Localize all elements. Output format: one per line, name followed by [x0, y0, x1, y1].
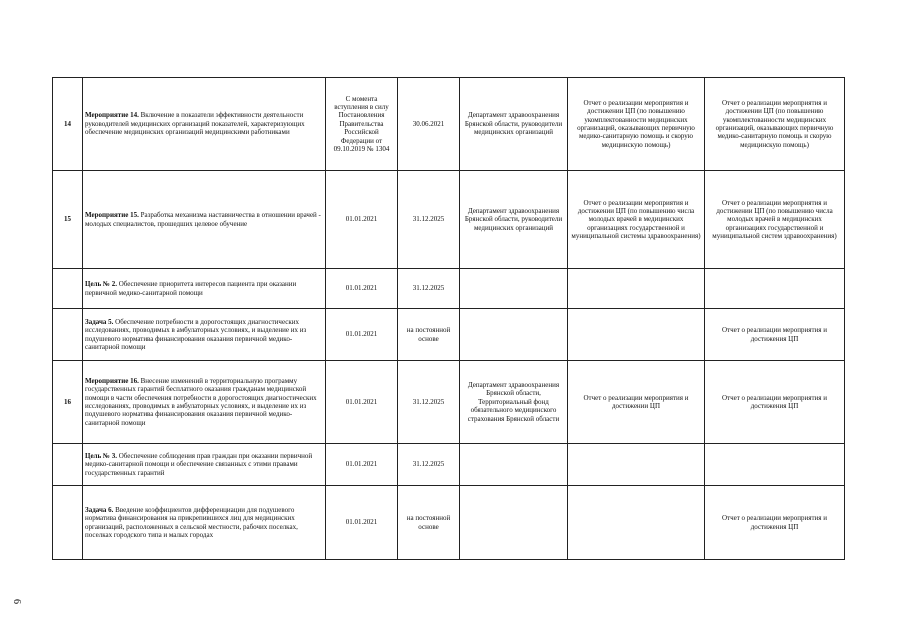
- start-date: 01.01.2021: [326, 444, 398, 486]
- task-description: Введение коэффициентов дифференциации для подушевого норматива финансирования на прикрепившихся лиц для медицинских организаций, расположенных в сельской местности, рабочих поселках, поселках городского типа и малых городах: [85, 505, 298, 539]
- end-date: 30.06.2021: [398, 78, 460, 171]
- executor: Департамент здравоохранения Брянской области, руководители медицинских организаций: [460, 78, 568, 171]
- task-description: Обеспечение потребности в дорогостоящих диагностических исследованиях, проводимых в амбулаторных условиях, и выделение их из подушевого норматива финансирования оказания первичной медико-санитарной помощи: [85, 317, 307, 351]
- table-row: [53, 78, 845, 171]
- start-date: С момента вступления в силу Постановления Правительства Российской Федерации от 09.10.2019 № 1304: [326, 78, 398, 171]
- goal-description: Обеспечение соблюдения прав граждан при оказании первичной медико-санитарной помощи и обеспечение связанных с этими правами государственных гарантий: [85, 451, 313, 477]
- control-form: Отчет о реализации мероприятия и достижении ЦП (по повышению укомплектованности медицинских организаций, оказывающих первичную медико-санитарную помощь и скорую медицинскую помощь): [705, 78, 845, 171]
- end-date: 31.12.2025: [398, 444, 460, 486]
- start-date: 01.01.2021: [326, 171, 398, 269]
- activity-text: [83, 78, 326, 171]
- activity-description: Внесение изменений в территориальную программу государственных гарантий бесплатного оказания гражданам медицинской помощи в части обеспечения потребности в дорогостоящих диагностических исследованиях, проводимых в амбулаторных условиях, и выделение их из подушевого норматива финансирования оказания первичной медико-санитарной помощи: [85, 376, 317, 427]
- plan-table: [52, 77, 845, 560]
- table-body: [53, 78, 845, 560]
- result: Отчет о реализации мероприятия и достижении ЦП (по повышению числа молодых врачей в медицинских организациях государственной и муниципальной системы здравоохранения): [568, 171, 705, 269]
- control-form: Отчет о реализации мероприятия и достижения ЦП: [705, 361, 845, 444]
- goal-lead: Цель № 2.: [85, 280, 117, 289]
- task-text: [83, 309, 326, 361]
- start-date: 01.01.2021: [326, 309, 398, 361]
- goal-description: Обеспечение приоритета интересов пациента при оказании первичной медико-санитарной помощи: [85, 280, 297, 297]
- control-form: Отчет о реализации мероприятия и достижения ЦП: [705, 486, 845, 560]
- row-number: [53, 309, 83, 361]
- control-form: [705, 269, 845, 309]
- row-number: [53, 486, 83, 560]
- task-lead: Задача 6.: [85, 505, 114, 514]
- executor: [460, 444, 568, 486]
- table-row: [53, 269, 845, 309]
- table-row: [53, 309, 845, 361]
- activity-lead: Мероприятие 15.: [85, 211, 139, 220]
- executor: Департамент здравоохранения Брянской области, руководители медицинских организаций: [460, 171, 568, 269]
- task-text: [83, 486, 326, 560]
- activity-lead: Мероприятие 16.: [85, 376, 139, 385]
- end-date: на постоянной основе: [398, 486, 460, 560]
- executor: Департамент здравоохранения Брянской области, Территориальный фонд обязательного медицинского страхования Брянской области: [460, 361, 568, 444]
- table-row: [53, 361, 845, 444]
- start-date: 01.01.2021: [326, 486, 398, 560]
- table-row: [53, 444, 845, 486]
- row-number: [53, 269, 83, 309]
- activity-description: Разработка механизма наставничества в отношении врачей - молодых специалистов, прошедших целевое обучение: [85, 211, 321, 228]
- activity-text: [83, 171, 326, 269]
- result: [568, 309, 705, 361]
- control-form: Отчет о реализации мероприятия и достижения ЦП: [705, 309, 845, 361]
- start-date: 01.01.2021: [326, 269, 398, 309]
- page-number: 6: [11, 599, 22, 604]
- executor: [460, 309, 568, 361]
- goal-text: [83, 444, 326, 486]
- table-row: [53, 171, 845, 269]
- row-number: 16: [53, 361, 83, 444]
- end-date: 31.12.2025: [398, 269, 460, 309]
- end-date: на постоянной основе: [398, 309, 460, 361]
- result: [568, 486, 705, 560]
- table-row: [53, 486, 845, 560]
- control-form: [705, 444, 845, 486]
- row-number: 14: [53, 78, 83, 171]
- control-form: Отчет о реализации мероприятия и достижении ЦП (по повышению числа молодых врачей в медицинских организациях государственной и муниципальной систем здравоохранения): [705, 171, 845, 269]
- activity-lead: Мероприятие 14.: [85, 111, 139, 120]
- task-lead: Задача 5.: [85, 317, 114, 326]
- goal-lead: Цель № 3.: [85, 451, 117, 460]
- result: [568, 444, 705, 486]
- goal-text: [83, 269, 326, 309]
- activity-text: [83, 361, 326, 444]
- result: [568, 269, 705, 309]
- end-date: 31.12.2025: [398, 171, 460, 269]
- end-date: 31.12.2025: [398, 361, 460, 444]
- result: Отчет о реализации мероприятия и достижении ЦП (по повышению укомплектованности медицинских организаций, оказывающих первичную медико-санитарную помощь и скорую медицинскую помощь): [568, 78, 705, 171]
- result: Отчет о реализации мероприятия и достижении ЦП: [568, 361, 705, 444]
- start-date: 01.01.2021: [326, 361, 398, 444]
- activity-description: Включение в показатели эффективности деятельности руководителей медицинских организаций показателей, характеризующих обеспечение медицинских организаций медицинскими работниками: [85, 111, 305, 137]
- row-number: 15: [53, 171, 83, 269]
- executor: [460, 269, 568, 309]
- row-number: [53, 444, 83, 486]
- executor: [460, 486, 568, 560]
